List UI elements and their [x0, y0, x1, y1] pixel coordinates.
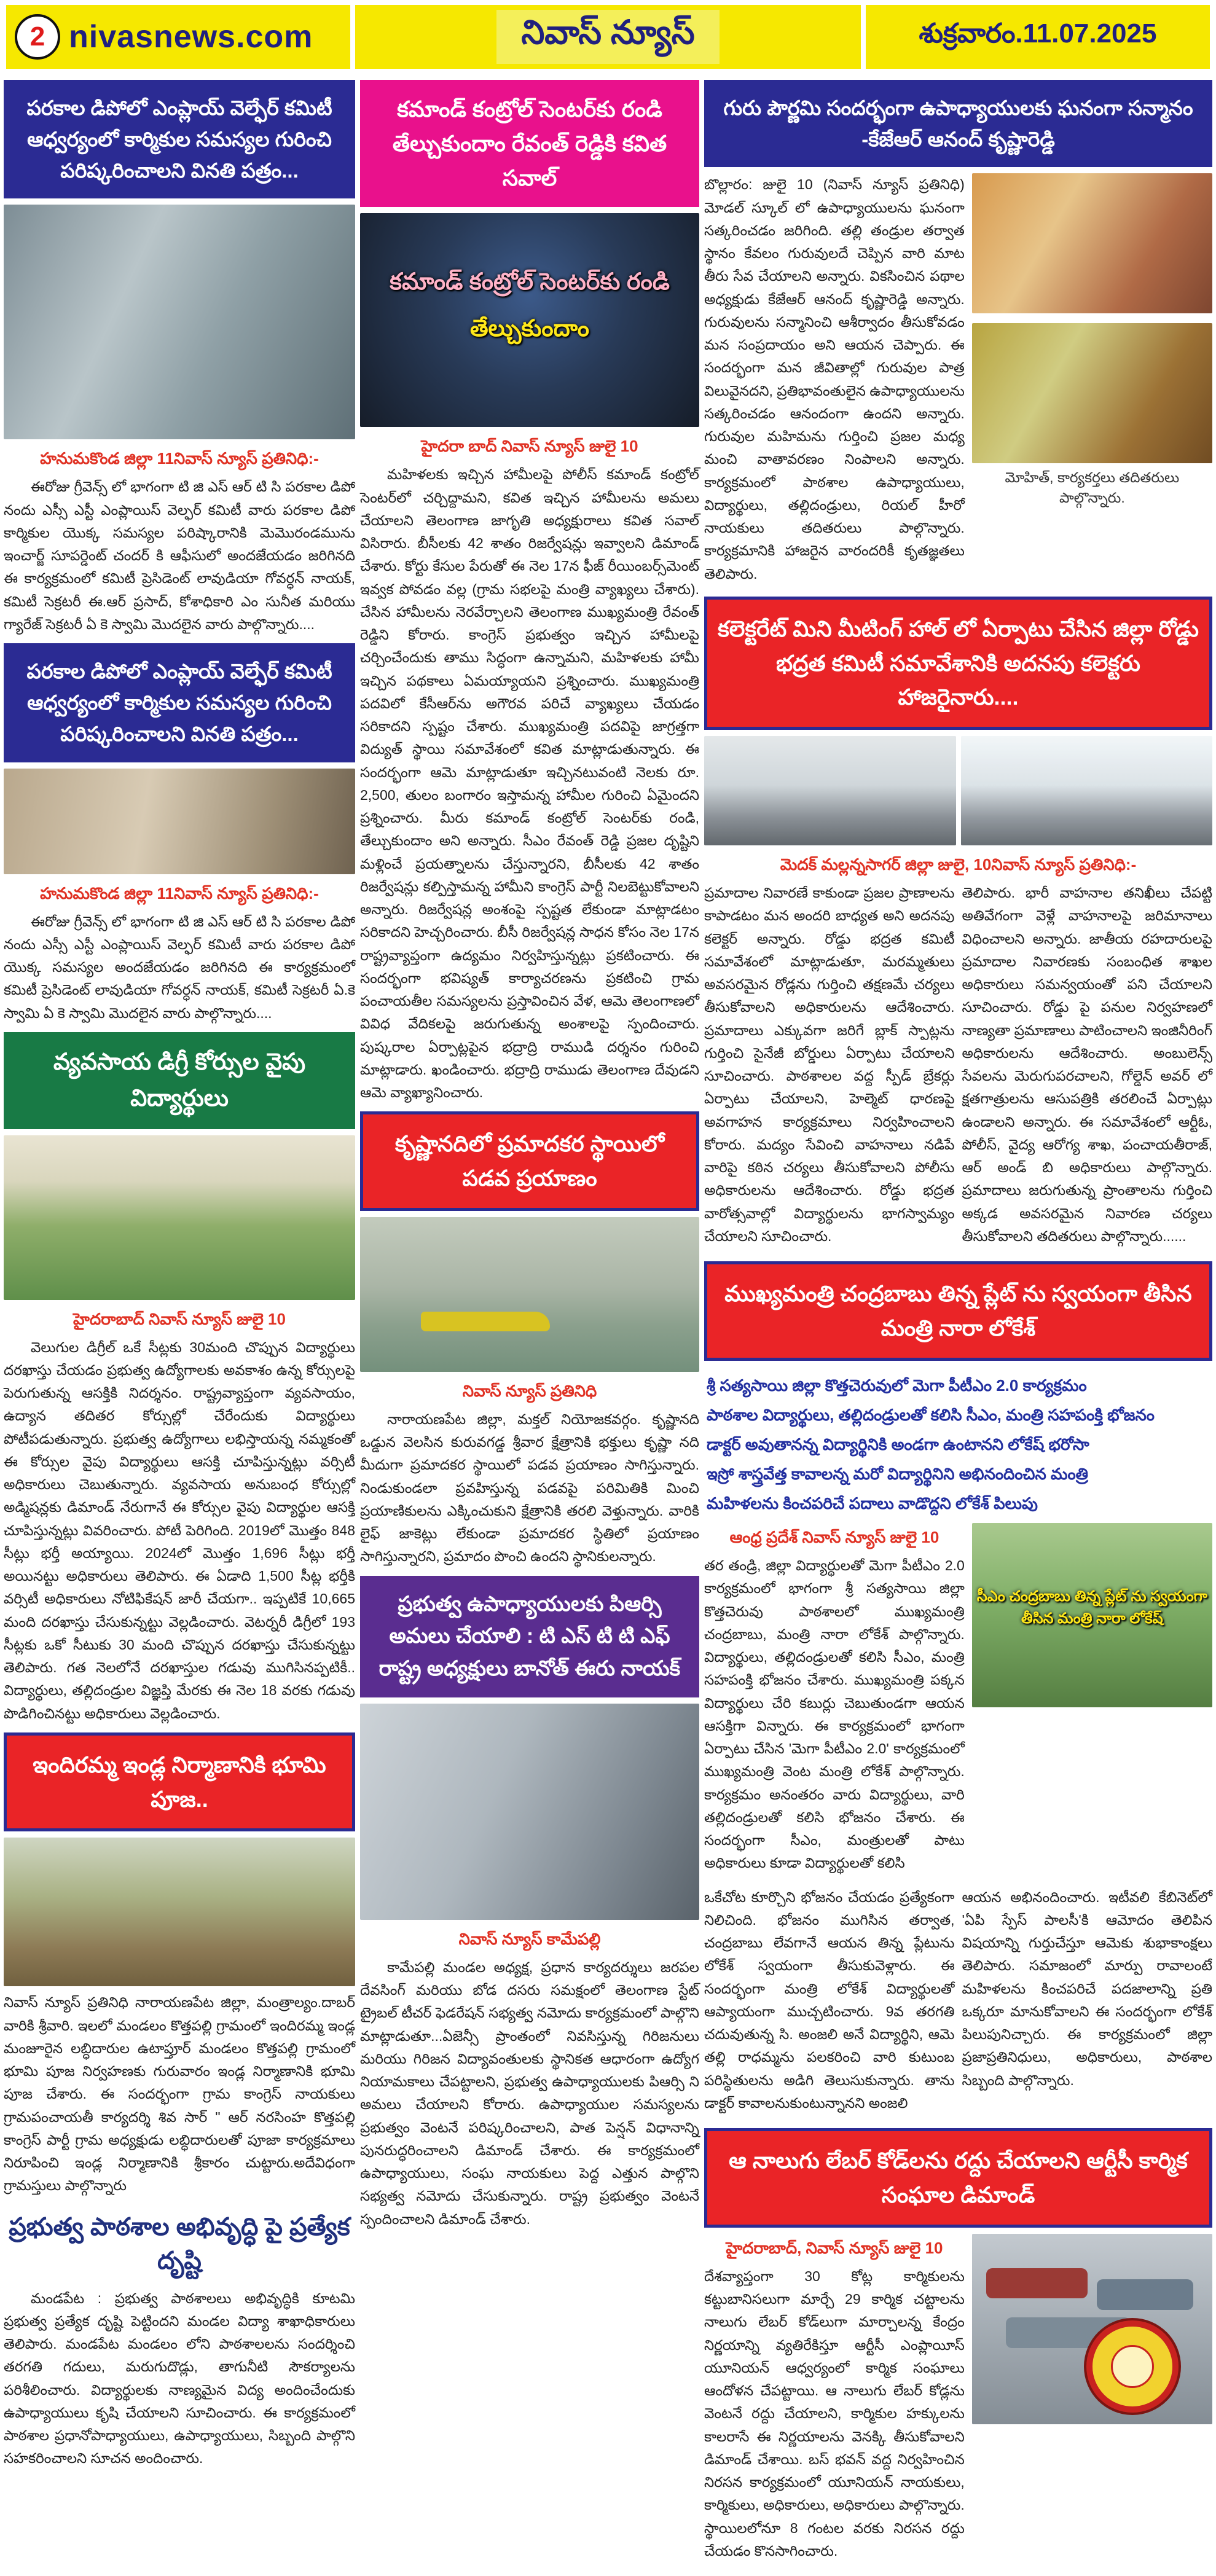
byline-hyderabad-kavitha: హైదరా బాద్ నివాస్ న్యూస్ జులై 10 — [421, 437, 638, 456]
rtc-buses-photo — [972, 2234, 1212, 2424]
masthead-center — [355, 5, 861, 69]
indiramma-bhoomi-pooja-photo — [4, 1838, 355, 1986]
article-indiramma-body: నివాస్ న్యూస్ ప్రతినిధి నారాయణపేట జిల్లా, మంత్రాల్యం.దాబర్ వారికి శ్రీవారి. ఇలలో మండలం కొత్తపల్లి గ్రామంలో ఇందిరమ్మ ఇండ్ల మంజూరైన లబ్ధిదారుల ఉటాప్తూర్ మండలం కొత్తపల్లి గ్రామంలో భూమి పూజ నిర్వహణకు గురువారం ఇండ్ల నిర్మాణానికి భూమి పూజ చేశారు. ఈ సందర్భంగా గ్రామ కాంగ్రెస్ నాయకులు గ్రామపంచాయతీ కార్యదర్శి శివ సార్ " ఆర్ నరసింహ కొత్తపల్లి కాంగ్రెస్ పార్టీ గ్రామ అధ్యక్షుడు లబ్ధిదారులతో పూజా కార్యక్రమాలు నిరూపించి ఇండ్ల నిర్మాణానికి శ్రీకారం చుట్టారు.అదేవిధంగా గ్రామస్తులు పాల్గొన్నారు — [4, 1994, 355, 2194]
masthead — [0, 0, 1216, 72]
ttf-membership-photo-collage — [360, 1704, 699, 1920]
byline-andhra-pradesh: ఆంధ్ర ప్రదేశ్ నివాస్ న్యూస్ జులై 10 — [729, 1528, 939, 1547]
page-number-badge: 2 — [15, 14, 60, 60]
headline-kavitha-challenge[interactable]: కమాండ్ కంట్రోల్ సెంటర్‌కు రండి తేల్చుకుందాం రేవంత్ రెడ్డికి కవిత సవాల్ — [360, 80, 699, 207]
right-column — [704, 80, 1212, 2570]
lokesh-subhead-3: డాక్టర్ అవుతానన్న విద్యార్థినికి అండగా ఉంటానని లోకేష్ భరోసా — [707, 1435, 1089, 1454]
article-boat-body: నారాయణపేట జిల్లా, మక్తల్ నియోజకవర్గం. కృష్ణానది ఒడ్డున వెలసిన కురువగడ్డ శ్రీవార క్షేత్రానికి భక్తులు కృష్ణా నది మీదుగా ప్రమాదకర స్థాయిలో పడవ ప్రయాణం సాగిస్తున్నారు. నిండుకుండలా ప్రవహిస్తున్న పడవపై పరిమితికి మించి ప్రయాణికులను ఎక్కించుకుని క్షేత్రానికి తరలి వెళ్తున్నారు. వారికి లైఫ్ జాకెట్లు లేకుండా ప్రమాదకర స్థితిలో ప్రయాణం సాగిస్తున్నారని, ప్రమాదం పొంచి ఉందని స్థానికులన్నారు. — [360, 1411, 699, 1565]
guru-purnima-photo-2 — [972, 323, 1212, 463]
headline-lokesh-plate[interactable]: ముఖ్యమంత్రి చంద్రబాబు తిన్న ప్లేట్ ను స్వయంగా తీసిన మంత్రి నారా లోకేశ్ — [704, 1261, 1212, 1361]
lokesh-subhead-2: పాఠశాల విద్యార్థులు, తల్లిదండ్రులతో కలిసి సీఎం, మంత్రి సహపంక్తి భోజనం — [707, 1405, 1155, 1424]
site-name-link[interactable]: nivasnews.com — [69, 19, 313, 55]
byline-hyderabad-agri: హైదరాబాద్ నివాస్ న్యూస్ జులై 10 — [73, 1309, 286, 1328]
guru-purnima-photo-caption: మోహిత్, కార్యకర్తలు తదితరులు పాల్గొన్నారు. — [1005, 469, 1180, 506]
article-labour-codes-body: దేశవ్యాప్తంగా 30 కోట్ల కార్మికులను కట్టుబానిసలుగా మార్చే 29 కార్మిక చట్టాలను నాలుగు లేబర్ కోడ్‌లుగా మార్చాలన్న కేంద్రం నిర్ణయాన్ని వ్యతిరేకిస్తూ ఆర్టీసీ ఎంప్లాయీస్ యూనియన్ ఆధ్వర్యంలో కార్మిక సంఘాలు ఆందోళన చేపట్టాయి. ఆ నాలుగు లేబర్ కోడ్లను వెంటనే రద్దు చేయాలని, కార్మికుల హక్కులను కాలరాసే ఈ నిర్ణయాలను వెనక్కి తీసుకోవాలని డిమాండ్ చేశాయి. బస్ భవన్ వద్ద నిర్వహించిన నిరసన కార్యక్రమంలో యూనియన్ నాయకులు, కార్మికులు, అధికారులు, అధికారులు పాల్గొన్నారు. స్థాయిలలోనూ 8 గంటల వరకు నిరసన రద్దు చేయడం కొనసాగించారు. — [704, 2268, 965, 2559]
byline-nivas-prathinidhi: నివాస్ న్యూస్ ప్రతినిధి — [462, 1381, 597, 1400]
kavitha-photo-overlay-line2: తేల్చుకుందాం — [469, 316, 590, 342]
edition-date: శుక్రవారం.11.07.2025 — [919, 18, 1157, 49]
lokesh-ptm-photo — [972, 1523, 1212, 1707]
byline-medak: మెదక్ మల్లన్నసాగర్ జిల్లా జులై, 10నివాస్ న్యూస్ ప్రతినిధి:- — [780, 855, 1137, 874]
agriculture-students-photo — [4, 1135, 355, 1300]
headline-agriculture-degree[interactable]: వ్యవసాయ డిగ్రీ కోర్సుల వైపు విద్యార్థులు — [4, 1032, 355, 1129]
bus-shape-1 — [986, 2268, 1087, 2299]
headline-teachers-prc[interactable]: ప్రభుత్వ ఉపాధ్యాయులకు పిఆర్సి అమలు చేయాలి : టి ఎస్ టి టి ఎఫ్ రాష్ట్ర అధ్యక్షులు బానోత్ ఈరు నాయక్ — [360, 1576, 699, 1697]
kavitha-photo — [360, 213, 699, 427]
road-safety-meeting-photo-2 — [961, 736, 1213, 845]
byline-kamepalli: నివాస్ న్యూస్ కామేపల్లి — [458, 1929, 601, 1948]
masthead-left — [6, 5, 350, 69]
headline-govt-school-development[interactable]: ప్రభుత్వ పాఠశాల అభివృద్ధి పై ప్రత్యేక దృష్టి — [9, 2213, 350, 2274]
headline-labour-codes[interactable]: ఆ నాలుగు లేబర్ కోడ్‌లను రద్దు చేయాలని ఆర్టీసీ కార్మిక సంఘాల డిమాండ్ — [704, 2128, 1212, 2228]
guru-purnima-photo-1 — [972, 173, 1212, 313]
lokesh-subheadlines — [707, 1371, 1212, 1518]
boat-shape — [421, 1312, 550, 1332]
masthead-title: నివాస్ న్యూస్ — [521, 14, 695, 51]
parakala-depot-photo-2 — [4, 769, 355, 874]
rtc-union-logo — [1086, 2320, 1179, 2413]
article-lokesh-col2: ఆయన అభినందించారు. ఇటీవలి కేబినెట్‌లో 'ఏపి స్పేస్ పాలసీ'కి ఆమోదం తెలిపిన విషయాన్ని గుర్తుచేస్తూ ఆమెకు శుభాకాంక్షలు తెలిపారు. సమాజంలో మార్పు రావాలంటే మహిళలను కించపరిచే పదజాలాన్ని ప్రతి ఒక్కరూ మానుకోవాలని ఈ సందర్భంగా లోకేశ్ పిలుపునిచ్చారు. ఈ కార్యక్రమంలో జిల్లా ప్రజాప్రతినిధులు, అధికారులు, పాఠశాల సిబ్బంది పాల్గొన్నారు. — [962, 1889, 1212, 2088]
article-parakala-depot-1-body: ఈరోజు గ్రీవెన్స్ లో భాగంగా టి జి ఎస్ ఆర్ టి సి పరకాల డిపో నందు ఎస్సీ ఎస్టీ ఎంప్లాయిస్ వెల్ఫర్ కమిటీ వారు పరకాల డిపో కార్మికుల యొక్క సమస్యల పరిష్కారానికి మెమొరండమును ఇంచార్జ్ సూపర్డెంట్ చందర్ కి ఆఫీసులో అందజేయడం జరిగినది ఈ కార్యక్రమంలో కమిటీ ప్రెసిడెంట్ లావుడియా గోవర్ధన్ నాయక్, కమిటీ సెక్రటరీ ఈ.ఆర్ ప్రసాద్, కోశాధికారి ఎం సునీత మరియు గ్యారేజ్ సెక్రటరీ ఏ కె స్వామి మొదలైన వారు పాల్గొన్నారు.... — [4, 479, 355, 632]
page-body — [0, 72, 1216, 2576]
left-column — [4, 80, 355, 2570]
lokesh-subhead-1: శ్రీ సత్యసాయి జిల్లా కొత్తచెరువులో మెగా పీటీఎం 2.0 కార్యక్రమం — [707, 1376, 1087, 1395]
middle-column — [360, 80, 699, 2570]
article-parakala-depot-2-body: ఈరోజు గ్రీవెన్స్ లో భాగంగా టి జి ఎస్ ఆర్ టి సి పరకాల డిపో నందు ఎస్సీ ఎస్టీ ఎంప్లాయిస్ వెల్ఫర్ కమిటీ వారు పరకాల డిపో యొక్క సమస్యల అందజేయడం జరిగినది ఈ కార్యక్రమంలో కమిటీ ప్రెసిడెంట్ లావుడియా గోవర్ధన్ నాయక్, కమిటీ సెక్రటరీ ఏ.కె స్వామి ఏ కె స్వామి మొదలైన వారు పాల్గొన్నారు.... — [4, 913, 355, 1021]
lokesh-photo-overlay-caption: సీఎం చంద్రబాబు తిన్న ప్లేట్ ను స్వయంగా తీసిన మంత్రి నారా లోకేష్ — [976, 1588, 1207, 1627]
article-kavitha-body: మహిళలకు ఇచ్చిన హామీలపై పోలీస్ కమాండ్ కంట్రోల్ సెంటర్‌లో చర్చిద్దామని, కవిత ఇచ్చిన హామీలను అమలు చేయాలని తెలంగాణ జాగృతి అధ్యక్షురాలు కవిత సవాల్ విసిరారు. బీసీలకు 42 శాతం రిజర్వేషన్లు ఇవ్వాలని డిమాండ్ చేశారు. కోర్టు కేసుల పేరుతో ఈ నెల 17న ఫీజ్ రీయింబర్స్‌మెంట్ ఇవ్వక పోవడం వల్ల (గ్రామ సభలపై మంత్రి వ్యాఖ్యలు చేశారు). చేసిన హామీలను నెరవేర్చాలని తెలంగాణ ముఖ్యమంత్రి రేవంత్ రెడ్డిని కోరారు. కాంగ్రెస్ ప్రభుత్వం ఇచ్చిన హామీలపై చర్చించేందుకు తాము సిద్ధంగా ఉన్నామని, మహిళలకు హామీ ఇచ్చిన పథకాలు ఏమయ్యాయని ప్రశ్నించారు. ముఖ్యమంత్రి పదవిలో కేసీఆర్‌ను అగౌరవ పరిచే వ్యాఖ్యలు చేయడం సరికాదని స్పష్టం చేశారు. ముఖ్యమంత్రి పదవిపై జాగ్రత్తగా విద్యుత్ స్థాయి సమావేశంలో కవిత మాట్లాడుతున్నారు. ఈ సందర్భంగా ఆమె మాట్లాడుతూ ఇచ్చినటువంటి నెలకు రూ. 2,500, తులం బంగారం ఇస్తామన్న హామీల గురించి ఏమైందని ప్రశ్నించారు. మీరు కమాండ్ కంట్రోల్ సెంటర్‌కు రండి, తేల్చుకుందాం అని అన్నారు. సీఎం రేవంత్ రెడ్డి ప్రజల దృష్టిని మళ్లించే ప్రయత్నాలను చేస్తున్నారని, బీసీలకు 42 శాతం రిజర్వేషన్లు కల్పిస్తామన్న హామీని కాంగ్రెస్ పార్టీ నిలబెట్టుకోవాలని అన్నారు. రిజర్వేషన్ల అంశంపై స్పష్టత లేకుండా మాట్లాడటం సరికాదని హెచ్చరించారు. బీసీ రిజర్వేషన్ల సాధన కోసం నెల 17న రాష్ట్రవ్యాప్తంగా ఉద్యమం నిర్వహిస్తున్నట్లు ప్రకటించారు. ఈ సందర్భంగా భవిష్యత్ కార్యాచరణను ప్రకటించి గ్రామ పంచాయతీల సమస్యలను ప్రస్తావించిన వేళ, ఆమె తెలంగాణలో వివిధ వేదికలపై జరుగుతున్న అంశాలపై స్పందించారు. పుష్కరాల ఏర్పాట్లపైన భద్రాద్రి రాముడి దర్శనం గురించి మాట్లాడారు. ఖండించారు. భద్రాద్రి రాముడు తెలంగాణ దేవుడని ఆమె వ్యాఖ్యానించారు. — [360, 466, 699, 1101]
headline-krishna-river-boat[interactable]: కృష్ణానదిలో ప్రమాదకర స్థాయిలో పడవ ప్రయాణం — [360, 1111, 699, 1211]
lokesh-subhead-5: మహిళలను కించపరిచే పదాలు వాడొద్దని లోకేశ్ పిలుపు — [707, 1494, 1038, 1513]
road-safety-meeting-photo-1 — [704, 736, 956, 845]
parakala-depot-photo-1 — [4, 205, 355, 439]
headline-guru-purnima[interactable]: గురు పౌర్ణమి సందర్భంగా ఉపాధ్యాయులకు ఘనంగా సన్మానం -కేజేఆర్ ఆనంద్ కృష్ణారెడ్డి — [704, 80, 1212, 167]
article-lokesh-col1: ఒకేచోట కూర్చొని భోజనం చేయడం ప్రత్యేకంగా నిలిచింది. భోజనం ముగిసిన తర్వాత, చంద్రబాబు లేవగానే ఆయన తిన్న ప్లేటును లోకేశ్ స్వయంగా తీసుకువెళ్లారు. ఈ సందర్భంగా మంత్రి లోకేశ్ విద్యార్థులతో ఆప్యాయంగా ముచ్చటించారు. 9వ తరగతి చదువుతున్న సి. అంజలి అనే విద్యార్థిని, ఆమె తల్లి రాధమ్మను పలకరించి వారి కుటుంబ పరిస్థితులను అడిగి తెలుసుకున్నారు. తాను డాక్టర్ కావాలనుకుంటున్నానని అంజలి — [704, 1889, 955, 2111]
bus-shape-2 — [1097, 2279, 1193, 2310]
article-guru-purnima-body: బొల్లారం: జులై 10 (నివాస్ న్యూస్ ప్రతినిధి) మోడల్ స్కూల్ లో ఉపాధ్యాయులను ఘనంగా సత్కరించడం జరిగింది. తల్లి తండ్రుల తర్వాత స్థానం కేవలం గురువులదే చెప్పిన వారి మాట తీరు సేవ చేయాలని అన్నారు. వికసించిన పథాల అధ్యక్షుడు కేజేఆర్ ఆనంద్ కృష్ణారెడ్డి అన్నారు. గురువులను సన్మానించి ఆశీర్వాదం తీసుకోవడం మన సంప్రదాయం అని ఆయన చెప్పారు. ఈ సందర్భంగా మన జీవితాల్లో గురువుల పాత్ర విలువైనదని, ప్రతిభావంతులైన ఉపాధ్యాయులను సత్కరించడం ఆనందంగా ఉందని అన్నారు. గురువుల మహిమను గుర్తించి ప్రజల మధ్య మంచి వాతావరణం నింపాలని అన్నారు. కార్యక్రమంలో పాఠశాల ఉపాధ్యాయులు, విద్యార్థులు, తల్లిదండ్రులు, రియల్ హీరో నాయకులు తదితరులు పాల్గొన్నారు. కార్యక్రమానికి హాజరైన వారందరికీ కృతజ్ఞతలు తెలిపారు. — [704, 176, 965, 582]
masthead-right — [866, 5, 1210, 69]
byline-hanumakonda-1: హనుమకొండ జిల్లా 11నివాస్ న్యూస్ ప్రతినిధి:- — [40, 449, 319, 468]
article-govt-school-body: మండపేట : ప్రభుత్వ పాఠశాలలు అభివృద్ధికి కూటమి ప్రభుత్వ ప్రత్యేక దృష్టి పెట్టిందని మండల విద్యా శాఖాధికారులు తెలిపారు. మండపేట మండలం లోని పాఠశాలలను సందర్శించి తరగతి గదులు, మరుగుదొడ్లు, తాగునీటి సౌకర్యాలను పరిశీలించారు. విద్యార్థులకు నాణ్యమైన విద్య అందించేందుకు ఉపాధ్యాయులు కృషి చేయాలని సూచించారు. ఈ కార్యక్రమంలో పాఠశాల ప్రధానోపాధ్యాయులు, ఉపాధ్యాయులు, సిబ్బంది పాల్గొని సహకరించాలని సూచన అందించారు. — [4, 2290, 355, 2467]
article-agriculture-degree-body: వెలుగుల డిగ్రీల్ ఒకే సీట్లకు 30మంది చొప్పున విద్యార్థులు దరఖాస్తు చేయడం ప్రభుత్వ ఉద్యోగాలకు అవకాశం ఉన్న కోర్సులపై పెరుగుతున్న ఆసక్తికి నిదర్శనం. రాష్ట్రవ్యాప్తంగా వ్యవసాయం, ఉద్యాన తదితర కోర్సుల్లో చేరేందుకు విద్యార్థులు పోటీపడుతున్నారు. ప్రభుత్వ ఉద్యోగాలు లభిస్తాయన్న నమ్మకంతో ఈ కోర్సుల వైపు విద్యార్థులు ఆసక్తి చూపిస్తున్నట్లు వర్సిటీ అధికారులు చెబుతున్నారు. వ్యవసాయ అనుబంధ కోర్సుల్లో అడ్మిషన్లకు డిమాండ్ నేరుగానే ఈ కోర్సుల వైపు విద్యార్థుల ఆసక్తి చూపిస్తున్నట్లు వివరించారు. పోటీ పెరిగింది. 2019లో మొత్తం 848 సీట్లు భర్తీ అయ్యాయి. 2024లో మొత్తం 1,696 సీట్లు భర్తీ అయినట్టు అధికారులు తెలిపారు. ఈ ఏడాది 1,500 సీట్ల భర్తీకి వర్సిటీ అధికారులు నోటిఫికేషన్ జారీ చేయగా.. ఇప్పటికే 10,665 మంది దరఖాస్తు చేసుకున్నట్టు వెల్లడించారు. వెటర్నరీ డిగ్రీలో 193 సీట్లకు ఒకో సీటుకు 30 మంది చొప్పున దరఖాస్తు చేసుకున్నట్టు తెలిపారు. గత నెలలోనే దరఖాస్తుల గడువు ముగిసినప్పటికీ.. విద్యార్థులు, తల్లిదండ్రుల విజ్ఞప్తి మేరకు ఈ నెల 18 వరకు గడువు పొడిగించినట్టు అధికారులు వెల్లడించారు. — [4, 1339, 355, 1721]
kavitha-photo-overlay-line1: కమాండ్ కంట్రోల్ సెంటర్‌కు రండి — [390, 268, 670, 295]
byline-hanumakonda-2: హనుమకొండ జిల్లా 11నివాస్ న్యూస్ ప్రతినిధి:- — [40, 883, 319, 902]
article-road-safety-col1: ప్రమాదాల నివారణే కాకుండా ప్రజల ప్రాణాలను కాపాడటం మన అందరి బాధ్యత అని అదనపు కలెక్టర్ అన్నారు. రోడ్డు భద్రత కమిటీ సమావేశంలో మాట్లాడుతూ, మరమ్మతులు అవసరమైన రోడ్లను గుర్తించి తక్షణమే చర్యలు తీసుకోవాలని అధికారులను ఆదేశించారు. ప్రమాదాలు ఎక్కువగా జరిగే బ్లాక్ స్పాట్లను గుర్తించి సైనేజీ బోర్డులు ఏర్పాటు చేయాలని సూచించారు. పాఠశాలల వద్ద స్పీడ్ బ్రేకర్లు ఏర్పాటు చేయాలని, హెల్మెట్ ధారణపై అవగాహన కార్యక్రమాలు నిర్వహించాలని కోరారు. మద్యం సేవించి వాహనాలు నడిపే వారిపై కఠిన చర్యలు తీసుకోవాలని పోలీసు అధికారులను ఆదేశించారు. రోడ్డు భద్రత వారోత్సవాల్లో విద్యార్థులను భాగస్వామ్యం చేయాలని సూచించారు. — [704, 885, 955, 1244]
krishna-river-boat-photo — [360, 1217, 699, 1372]
byline-hyderabad-rtc: హైదరాబాద్, నివాస్ న్యూస్ జులై 10 — [726, 2238, 943, 2257]
headline-parakala-depot-2[interactable]: పరకాల డిపోలో ఎంప్లాయ్ వెల్ఫేర్ కమిటీ ఆధ్వర్యంలో కార్మికుల సమస్యల గురించి పరిష్కరించాలని వినతి పత్రం... — [4, 643, 355, 762]
article-lokesh-intro: తర తండ్రి, జిల్లా విద్యార్థులతో మెగా పీటీఎం 2.0 కార్యక్రమంలో భాగంగా శ్రీ సత్యసాయి జిల్లా కొత్తచెరువు పాఠశాలలో ముఖ్యమంత్రి చంద్రబాబు, మంత్రి నారా లోకేశ్ పాల్గొన్నారు. విద్యార్థులు, తల్లిదండ్రులతో కలిసి సీఎం, మంత్రి సహపంక్తి భోజనం చేశారు. ముఖ్యమంత్రి పక్కన విద్యార్థులు చేరి కబుర్లు చెబుతుండగా ఆయన ఆసక్తిగా విన్నారు. ఈ కార్యక్రమంలో భాగంగా ఏర్పాటు చేసిన 'మెగా పీటీఎం 2.0' కార్యక్రమంలో ముఖ్యమంత్రి వెంట మంత్రి లోకేశ్ పాల్గొన్నారు. కార్యక్రమం అనంతరం వారు విద్యార్థులు, వారి తల్లిదండ్రులతో కలిసి భోజనం చేశారు. ఈ సందర్భంగా సీఎం, మంత్రులతో పాటు అధికారులు కూడా విద్యార్థులతో కలిసి — [704, 1557, 965, 1871]
headline-indiramma-houses[interactable]: ఇందిరమ్మ ఇండ్ల నిర్మాణానికి భూమి పూజ.. — [4, 1732, 355, 1832]
article-ttf-body: కామేపల్లి మండల అధ్యక్ష, ప్రధాన కార్యదర్శులు జరపల దేవసింగ్ మరియు బోడ దసరు సమక్షంలో తెలంగాణ స్టేట్ ట్రైబల్ టీచర్ ఫెడరేషన్ సభ్యత్వ నమోదు కార్యక్రమంలో పాల్గొని మాట్లాడుతూ...ఏజెన్సీ ప్రాంతంలో నివసిస్తున్న గిరిజనులు మరియు గిరిజన విద్యావంతులకు స్థానికత ఆధారంగా ఉద్యోగ నియామకాలు చేపట్టాలని, ప్రభుత్వ ఉపాధ్యాయులకు పిఆర్సి ని అమలు చేయాలని కోరారు. ఉపాధ్యాయుల సమస్యలను ప్రభుత్వం వెంటనే పరిష్కరించాలని, పాత పెన్షన్ విధానాన్ని పునరుద్ధరించాలని డిమాండ్ చేశారు. ఈ కార్యక్రమంలో ఉపాధ్యాయులు, సంఘ నాయకులు పెద్ద ఎత్తున పాల్గొని సభ్యత్వ నమోదు చేసుకున్నారు. రాష్ట్ర ప్రభుత్వం వెంటనే స్పందించాలని డిమాండ్ చేశారు. — [360, 1959, 699, 2227]
article-road-safety-col2: తెలిపారు. భారీ వాహనాల తనిఖీలు చేపట్టి అతివేగంగా వెళ్లే వాహనాలపై జరిమానాలు విధించాలని అన్నారు. జాతీయ రహదారులపై ప్రమాదాల నివారణకు సంబంధిత శాఖల అధికారులు సమన్వయంతో పని చేయాలని సూచించారు. రోడ్డు పై పనుల నిర్వహణలో నాణ్యతా ప్రమాణాలు పాటించాలని ఇంజినీరింగ్ అధికారులను ఆదేశించారు. అంబులెన్స్ సేవలను మెరుగుపరచాలని, గోల్డెన్ అవర్ లో క్షతగాత్రులను ఆసుపత్రికి తరలించే ఏర్పాట్లు ఉండాలని అన్నారు. ఈ సమావేశంలో ఆర్టీఓ, పోలీస్, వైద్య ఆరోగ్య శాఖ, పంచాయతీరాజ్, ఆర్ అండ్ బి అధికారులు పాల్గొన్నారు. ప్రమాదాలు జరుగుతున్న ప్రాంతాలను గుర్తించి అక్కడ అవసరమైన నివారణ చర్యలు తీసుకోవాలని తదితరులు పాల్గొన్నారు...... — [962, 885, 1212, 1244]
lokesh-subhead-4: ఇస్రో శాస్త్రవేత్త కావాలన్న మరో విద్యార్థినిని అభినందించిన మంత్రి — [707, 1465, 1088, 1484]
headline-road-safety-meeting[interactable]: కలెక్టరేట్ మిని మీటింగ్ హాల్ లో ఏర్పాటు చేసిన జిల్లా రోడ్డు భద్రత కమిటీ సమావేశానికి అదనపు కలెక్టరు హాజరైనారు.... — [704, 597, 1212, 730]
headline-parakala-depot-1[interactable]: పరకాల డిపోలో ఎంప్లాయ్ వెల్ఫేర్ కమిటీ ఆధ్వర్యంలో కార్మికుల సమస్యల గురించి పరిష్కరించాలని వినతి పత్రం... — [4, 80, 355, 198]
